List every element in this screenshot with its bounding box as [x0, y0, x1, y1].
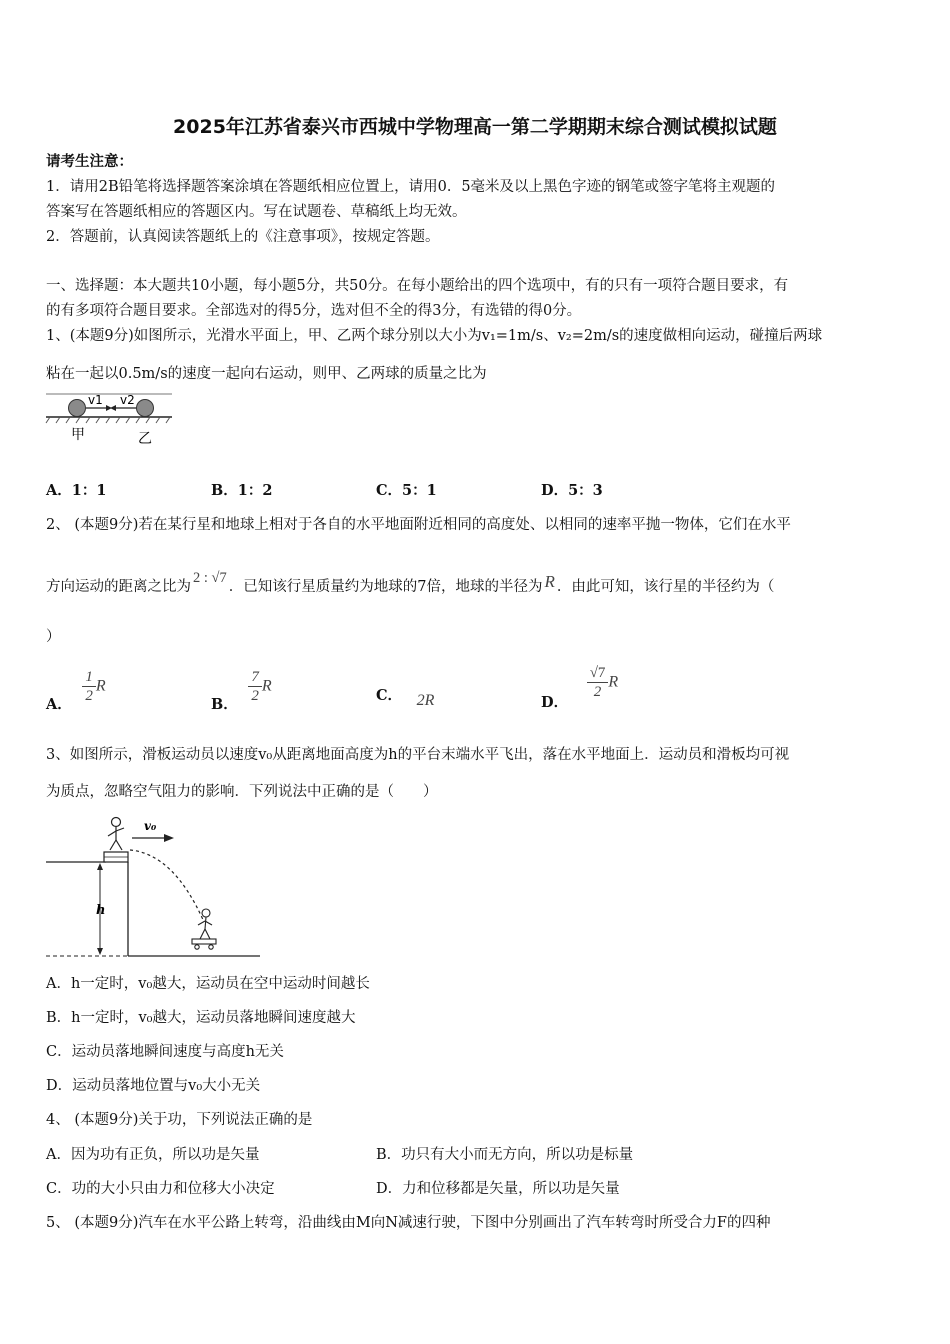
q2-b-r: R [261, 677, 272, 695]
q4-option-c[interactable]: C．功的大小只由力和位移大小决定 [46, 1181, 275, 1197]
q4-option-d[interactable]: D．力和位移都是矢量，所以功是矢量 [376, 1181, 620, 1197]
q4-option-b[interactable]: B．功只有大小而无方向，所以功是标量 [376, 1147, 634, 1163]
notice-line-2: 答案写在答题纸相应的答题区内。写在试题卷、草稿纸上均无效。 [46, 204, 467, 220]
q2-option-d[interactable] [541, 664, 619, 711]
q2-stem-line-1: 2、 (本题9分)若在某行星和地球上相对于各自的水平地面附近相同的高度处、以相同的速率平抛一物体，它们在水平 [46, 517, 791, 533]
q3-stem-line-2: 为质点，忽略空气阻力的影响．下列说法中正确的是（ ） [46, 784, 438, 800]
q1-option-a[interactable]: A．1：1 [46, 482, 107, 499]
q3-option-a[interactable]: A．h一定时，v₀越大，运动员在空中运动时间越长 [46, 976, 370, 992]
page-title: 2025年江苏省泰兴市西城中学物理高一第二学期期末综合测试模拟试题 [173, 116, 777, 138]
q2-option-c[interactable] [376, 686, 435, 709]
q1-stem-line-1: 1、(本题9分)如图所示，光滑水平面上，甲、乙两个球分别以大小为v₁=1m/s、v₂=2m/s的速度做相向运动，碰撞后两球 [46, 328, 823, 344]
q2-a-den: 2 [85, 688, 93, 704]
q2-option-a[interactable] [46, 668, 106, 713]
notice-heading: 请考生注意： [46, 153, 133, 170]
label-jia: 甲 [71, 427, 85, 443]
q2-ratio: 2 : √7 [193, 570, 227, 586]
label-v2: v2 [120, 393, 135, 407]
q2-d-den: 2 [593, 684, 602, 700]
q1-option-d[interactable]: D．5：3 [541, 482, 603, 499]
q2-b-num: 7 [248, 668, 262, 687]
q2-stem-2b: ．已知该行星质量约为地球的7倍，地球的半径为 [228, 579, 543, 595]
q2-a-r: R [95, 677, 106, 695]
label-v0: v₀ [144, 819, 157, 833]
q2-option-a-fraction [82, 668, 96, 705]
q2-radius-symbol: R [544, 572, 555, 591]
q1-stem-line-2: 粘在一起以0.5m/s的速度一起向右运动，则甲、乙两球的质量之比为 [46, 366, 487, 382]
q2-c-expr: 2R [416, 692, 435, 709]
q2-a-num: 1 [82, 668, 96, 687]
q2-option-b-fraction [248, 668, 262, 705]
q2-stem-2c: ．由此可知，该行星的半径约为（ [556, 579, 775, 595]
q2-option-c-label: C． [376, 687, 403, 704]
label-h: h [96, 903, 106, 918]
skater-bottom [192, 909, 216, 949]
ball-yi [137, 400, 154, 417]
q3-skateboard-figure [44, 810, 264, 962]
q3-option-b[interactable]: B．h一定时，v₀越大，运动员落地瞬间速度越大 [46, 1010, 356, 1026]
q1-collision-figure [44, 390, 174, 446]
q3-option-d[interactable]: D．运动员落地位置与v₀大小无关 [46, 1078, 261, 1094]
q2-option-d-fraction [587, 664, 609, 701]
q3-option-c[interactable]: C．运动员落地瞬间速度与高度h无关 [46, 1044, 284, 1060]
section-line-1: 一、选择题：本大题共10小题，每小题5分，共50分。在每小题给出的四个选项中，有的只有一项符合题目要求，有 [46, 278, 789, 294]
q2-d-r: R [608, 673, 619, 691]
q2-option-a-label: A． [46, 695, 72, 713]
q2-d-num: √7 [587, 664, 609, 683]
notice-line-1: 1．请用2B铅笔将选择题答案涂填在答题纸相应位置上，请用0．5毫米及以上黑色字迹的钢笔或签字笔将主观题的 [46, 179, 776, 195]
q1-option-b[interactable]: B．1：2 [211, 482, 273, 499]
q2-stem-line-2 [46, 570, 908, 597]
ball-jia [69, 400, 86, 417]
label-v1: v1 [88, 393, 103, 407]
q5-stem: 5、 (本题9分)汽车在水平公路上转弯，沿曲线由M向N减速行驶，下图中分别画出了汽车转弯时所受合力F的四种 [46, 1215, 771, 1231]
section-line-2: 的有多项符合题目要求。全部选对的得5分，选对但不全的得3分，有选错的得0分。 [46, 303, 582, 319]
q4-option-a[interactable]: A．因为功有正负，所以功是矢量 [46, 1147, 260, 1163]
q2-b-den: 2 [251, 688, 259, 704]
q1-option-c[interactable]: C．5：1 [376, 482, 437, 499]
skater-top [108, 818, 124, 851]
q4-stem: 4、 (本题9分)关于功，下列说法正确的是 [46, 1112, 313, 1128]
q2-option-d-label: D． [541, 693, 569, 711]
label-yi: 乙 [138, 431, 152, 446]
q3-stem-line-1: 3、如图所示，滑板运动员以速度v₀从距离地面高度为h的平台末端水平飞出，落在水平地面上．运动员和滑板均可视 [46, 747, 790, 763]
q2-option-b-label: B． [211, 695, 238, 713]
q2-option-b[interactable] [211, 668, 272, 713]
q2-stem-2a: 方向运动的距离之比为 [46, 579, 191, 595]
q2-stem-line-3: ） [46, 629, 61, 645]
notice-line-3: 2．答题前，认真阅读答题纸上的《注意事项》，按规定答题。 [46, 229, 440, 245]
